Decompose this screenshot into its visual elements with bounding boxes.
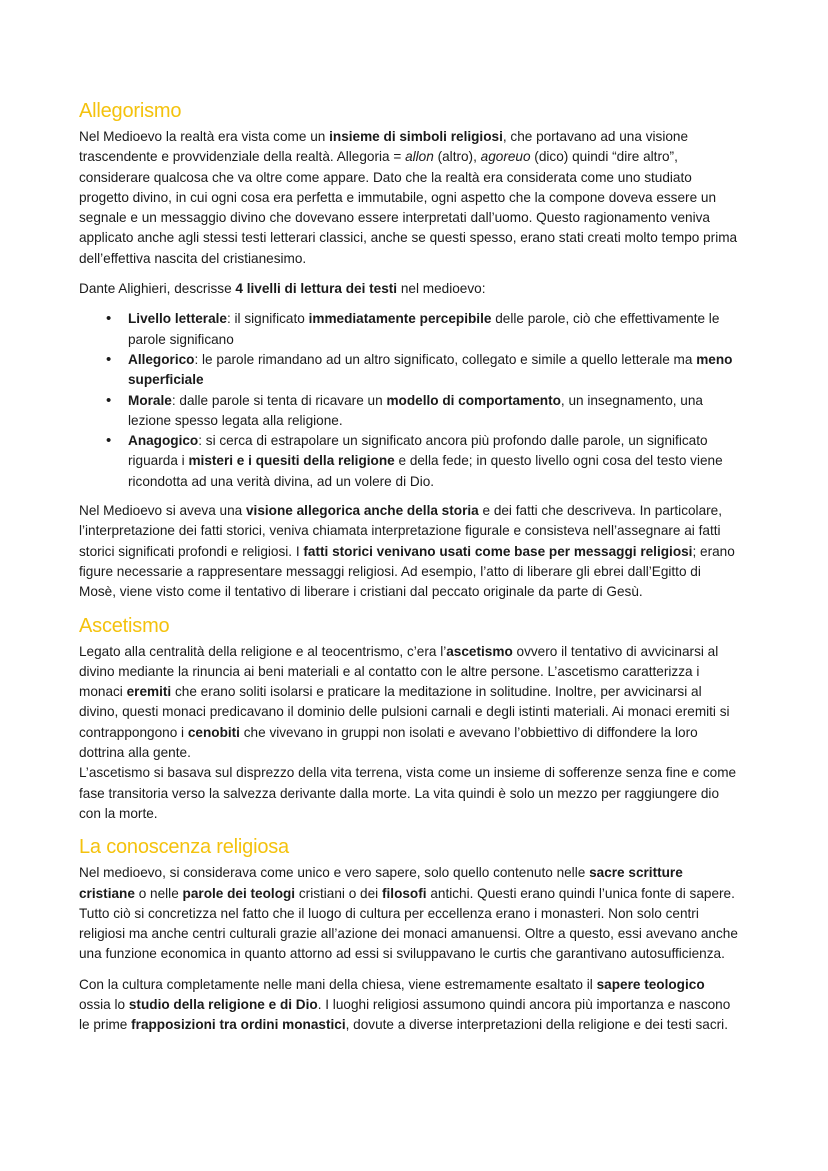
bold-text: meno superficiale	[128, 351, 733, 388]
text: cristiani o dei	[295, 885, 382, 901]
bold-text: 4 livelli di lettura dei testi	[235, 281, 398, 297]
text: e della fede; in questo livello ogni cosa del testo viene ricondotta ad una verità divina, ad un volere di Dio.	[128, 453, 723, 489]
bold-text: ascetismo	[446, 643, 513, 659]
bold-text: immediatamente percepibile	[308, 311, 492, 327]
text: Nel Medioevo la realtà era vista come un	[79, 129, 330, 144]
paragraph	[79, 863, 740, 964]
list-item	[128, 431, 740, 492]
paragraph	[79, 975, 740, 1036]
text: Nel medioevo, si considerava come unico e vero sapere, solo quello contenuto nelle	[79, 865, 590, 881]
bold-text: visione allegorica anche della storia	[246, 503, 479, 519]
bold-text: studio della religione e di Dio	[128, 996, 318, 1012]
bold-text: Livello letterale	[128, 311, 227, 327]
list-item	[128, 391, 740, 432]
list-item	[128, 350, 740, 391]
text: Nel Medioevo si aveva una	[79, 503, 246, 519]
paragraph	[79, 279, 740, 299]
text: : le parole rimandano ad un altro significato, collegato e simile a quello letterale ma	[194, 351, 697, 367]
bold-text: frapposizioni tra ordini monastici	[131, 1017, 346, 1033]
text: o nelle	[134, 885, 183, 901]
bold-text: fatti storici venivano usati come base per messaggi religiosi	[303, 543, 693, 559]
bold-text: Allegorico	[128, 351, 195, 367]
bold-text: parole dei teologi	[182, 885, 296, 901]
section-heading: Ascetismo	[79, 614, 170, 637]
bold-text: sapere teologico	[596, 976, 705, 992]
bold-text: misteri e i quesiti della religione	[188, 453, 395, 469]
paragraph	[79, 501, 740, 602]
bold-text: filosofi	[381, 885, 427, 901]
text: Dante Alighieri, descrisse	[79, 281, 236, 297]
text: Con la cultura completamente nelle mani della chiesa, viene estremamente esaltato il	[79, 976, 597, 992]
text: : si cerca di estrapolare un significato ancora più profondo dalle parole, un significato riguarda i	[128, 433, 708, 469]
text: , che portavano ad una visione trascendente e provvidenziale della realtà. Allegoria =	[79, 129, 689, 165]
text: che vivevano in gruppi non isolati e avevano l’obbiettivo di diffondere la loro dottrina alla gente.	[79, 724, 698, 761]
text: : dalle parole si tenta di ricavare un	[171, 392, 387, 408]
text: delle parole, ciò che effettivamente le parole significano	[128, 311, 720, 347]
text: , un insegnamento, una lezione spesso legata alla religione.	[128, 392, 703, 428]
text: nel medioevo:	[397, 281, 486, 297]
text: , dovute a diverse interpretazioni della religione e dei testi sacri.	[345, 1017, 728, 1033]
text: . I luoghi religiosi assumono quindi ancora più importanza e nascono le prime	[79, 996, 731, 1033]
text: ; erano figure necessarie a rappresentare messaggi religiosi. Ad esempio, l’atto di liberare gli ebrei dall’Egitto di Mosè, viene visto come il tentativo di liberare i cristiani dal peccato originale da parte di Gesù.	[79, 543, 735, 600]
bold-text: Morale	[128, 392, 172, 408]
list-item	[128, 309, 740, 350]
text: Legato alla centralità della religione e al teocentrismo, c’era l’	[79, 643, 447, 659]
section-allegorismo	[79, 98, 740, 603]
text: e dei fatti che descriveva. In particolare, l’interpretazione dei fatti storici, veniva chiamata interpretazione figurale e consisteva nell’assegnare ai fatti storici significati profondi e religiosi. I	[79, 503, 723, 559]
text: che erano soliti isolarsi e praticare la meditazione in solitudine. Inoltre, per avvicinarsi al divino, questi monaci predicavano il dominio delle pulsioni carnali e degli istinti materiali. Ai monaci eremiti si contrappongono i	[79, 684, 730, 740]
italic-text: allon	[405, 149, 434, 165]
section-heading: Allegorismo	[79, 100, 182, 122]
text: ossia lo	[79, 996, 129, 1012]
text: antichi. Questi erano quindi l’unica fonte di sapere. Tutto ciò si concretizza nel fatto che il luogo di cultura per eccellenza erano i monasteri. Non solo centri religiosi ma anche centri culturali grazie all’azione dei monaci amanuensi. Oltre a questo, essi avevano anche una funzione economica in quanto attorno ad essi si sviluppavano le curtis che garantivano autosufficienza.	[79, 885, 738, 962]
section-conoscenza-religiosa	[79, 834, 740, 1035]
reading-levels-list	[79, 309, 740, 492]
bold-text: Anagogico	[128, 433, 199, 449]
bold-text: insieme di simboli religiosi	[329, 129, 503, 144]
text: (dico) quindi “dire altro”, considerare qualcosa che va oltre come appare. Dato che la realtà era considerata come uno studiato progetto divino, in cui ogni cosa era perfetta e immutabile, ogni aspetto che la compone doveva essere un segnale e un messaggio divino che dovevano essere interpretati dall’uomo. Questo ragionamento veniva applicato anche agli stessi testi letterari classici, anche se questi spesso, erano stati creati molto tempo prima dell’effettiva nascita del cristianesimo.	[79, 149, 738, 266]
italic-text: agoreuo	[480, 149, 531, 165]
paragraph	[79, 127, 740, 269]
bold-text: cenobiti	[187, 724, 240, 740]
paragraph: L’ascetismo si basava sul disprezzo della vita terrena, vista come un insieme di sofferenze senza fine e come fase transitoria verso la salvezza derivante dalla morte. La vita quindi è solo un mezzo per raggiungere dio con la morte.	[79, 765, 737, 821]
text: : il significato	[226, 311, 309, 327]
bold-text: modello di comportamento	[386, 392, 561, 408]
bold-text: eremiti	[126, 684, 172, 700]
text: ovvero il tentativo di avvicinarsi al divino mediante la rinuncia ai beni materiali e al contatto con le altre persone. L’ascetismo caratterizza i monaci	[79, 643, 719, 700]
paragraph	[79, 642, 740, 764]
text: (altro),	[433, 149, 481, 165]
section-ascetismo	[79, 613, 740, 825]
bold-text: sacre scritture cristiane	[79, 865, 683, 901]
section-heading: La conoscenza religiosa	[79, 836, 289, 859]
